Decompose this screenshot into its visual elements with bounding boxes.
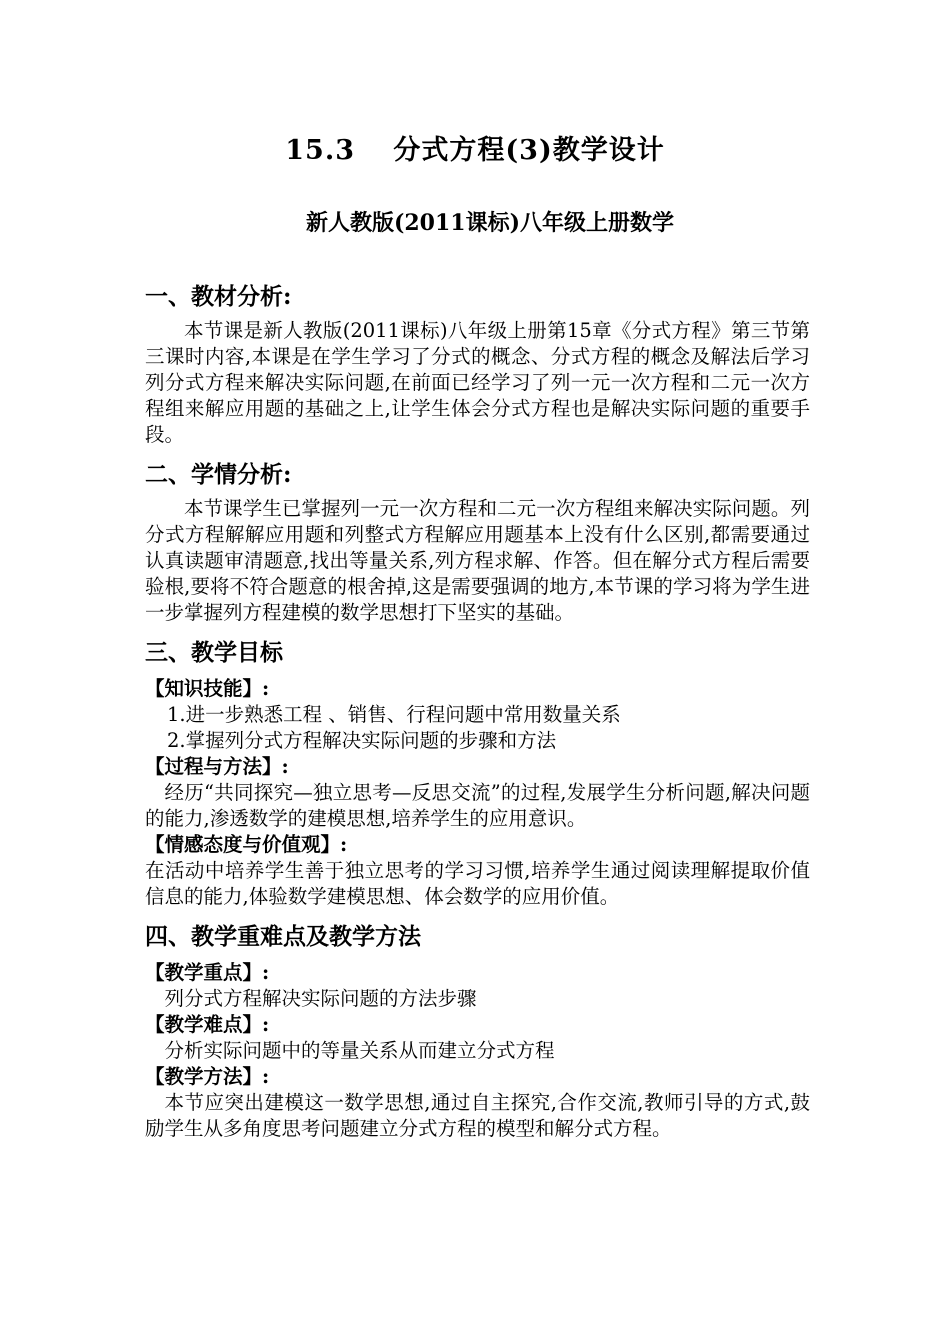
emotion-values-text: 在活动中培养学生善于独立思考的学习习惯,培养学生通过阅读理解提取价值信息的能力,体验数学建模思想、体会数学的应用价值。	[145, 859, 810, 908]
section-paragraph-textbook-analysis: 本节课是新人教版(2011课标)八年级上册第15章《分式方程》第三节第三课时内容,本课是在学生学习了分式的概念、分式方程的概念及解法后学习列分式方程来解决实际问题,在前面已经学习了列一元一次方程和二元一次方程组来解应用题的基础之上,让学生体会分式方程也是解决实际问题的重要手段。	[145, 319, 810, 446]
section-heading-student-analysis: 二、学情分析:	[145, 461, 292, 488]
section-paragraph-student-analysis: 本节课学生已掌握列一元一次方程和二元一次方程组来解决实际问题。列分式方程解解应用题和列整式方程解应用题基本上没有什么区别,都需要通过认真读题审清题意,找出等量关系,列方程求解、作答。但在解分式方程后需要验根,要将不符合题意的根舍掉,这是需要强调的地方,本节课的学习将为学生进一步掌握列方程建模的数学思想打下坚实的基础。	[145, 497, 810, 624]
teaching-method-label: 【教学方法】:	[145, 1065, 270, 1088]
teaching-difficulty-label: 【教学难点】:	[145, 1013, 270, 1036]
teaching-focus-label: 【教学重点】:	[145, 961, 270, 984]
document-title: 15.3 分式方程(3)教学设计	[285, 135, 665, 166]
knowledge-item-1: 1.进一步熟悉工程 、销售、行程问题中常用数量关系	[167, 703, 621, 726]
document-subtitle: 新人教版(2011课标)八年级上册数学	[305, 210, 675, 236]
section-heading-teaching-objectives: 三、教学目标	[145, 639, 283, 666]
emotion-values-label: 【情感态度与价值观】:	[145, 833, 348, 856]
knowledge-skills-label: 【知识技能】:	[145, 677, 270, 700]
section-heading-textbook-analysis: 一、教材分析:	[145, 283, 292, 310]
process-methods-label: 【过程与方法】:	[145, 755, 289, 778]
teaching-difficulty-text: 分析实际问题中的等量关系从而建立分式方程	[164, 1039, 555, 1062]
section-heading-key-difficult-points: 四、教学重难点及教学方法	[145, 923, 421, 950]
knowledge-item-2: 2.掌握列分式方程解决实际问题的步骤和方法	[167, 729, 557, 752]
process-methods-text: 经历“共同探究—独立思考—反思交流”的过程,发展学生分析问题,解决问题的能力,渗透数学的建模思想,培养学生的应用意识。	[145, 781, 810, 830]
teaching-focus-text: 列分式方程解决实际问题的方法步骤	[164, 987, 477, 1010]
document-body	[145, 280, 810, 1142]
teaching-method-text: 本节应突出建模这一数学思想,通过自主探究,合作交流,教师引导的方式,鼓励学生从多角度思考问题建立分式方程的模型和解分式方程。	[145, 1091, 810, 1140]
